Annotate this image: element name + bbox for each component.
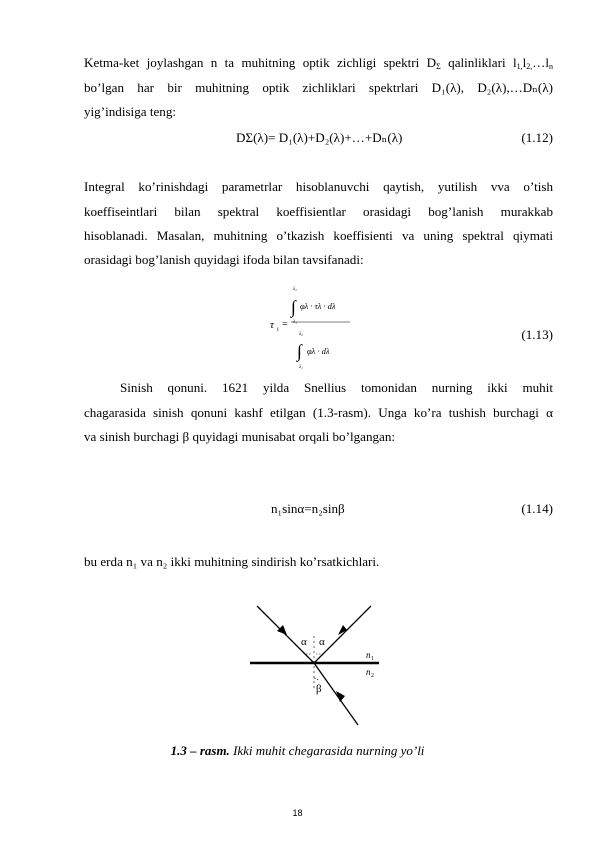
n2-label: n	[366, 667, 371, 677]
subscript: 2,	[526, 62, 533, 71]
n1-label: n	[366, 650, 371, 660]
figure-caption	[0, 743, 595, 759]
para2-line4: orasidagi bog’lanish quyidagi ifoda bilan tavsifanadi:	[84, 252, 364, 267]
upper-limit-num: λ₂	[293, 287, 297, 292]
lhs-tau: τ	[270, 319, 274, 331]
text-segment: Ketma-ket joylashgan n ta muhitning optik zichligi spektri D	[84, 55, 437, 70]
para2-line2: koeffiseintlari bilan spektral koeffisientlar orasidagi bog’lanish murakkab	[84, 204, 553, 219]
equation-number-1-12: (1.12)	[521, 130, 553, 145]
para1-line3: yig’indisiga teng:	[84, 104, 177, 119]
incident-arrow-icon	[277, 625, 287, 635]
equation-number-1-14: (1.14)	[521, 501, 553, 516]
page-number: 18	[292, 808, 303, 818]
para3-line2: chagarasida sinish qonuni kashf etilgan (1.3-rasm). Unga ko’ra tushish burchagi α	[84, 405, 553, 420]
integral-sign-num: ∫	[291, 297, 296, 317]
beta-arc	[314, 678, 319, 680]
incident-ray	[257, 606, 314, 663]
para2-line3: hisoblanadi. Masalan, muhitning o’tkazish koeffisienti va uning spektral qiymati	[84, 228, 553, 243]
caption-text: Ikki muhit chegarasida nurning yo’li	[229, 743, 425, 758]
text-segment: qalinliklari l	[440, 55, 517, 70]
refraction-diagram	[246, 598, 386, 730]
para2-line1: Integral ko’rinishdagi parametrlar hisoblanuvchi qaytish, yutilish vva o’tish	[84, 179, 553, 194]
n1-sub: 1	[371, 656, 374, 662]
beta-label: β	[316, 683, 322, 695]
n2-sub: 2	[371, 673, 374, 679]
subscript: 1,	[516, 62, 523, 71]
alpha-label-incident: α	[301, 636, 307, 648]
text-segment: l	[522, 55, 527, 70]
caption-label: 1.3 – rasm.	[170, 743, 230, 758]
para1-line2: bo’lgan har bir muhitning optik zichliklari spektrlari D₁(λ), D₂(λ),…Dₙ(λ)	[84, 80, 553, 95]
subscript: n	[548, 62, 553, 71]
para4: bu erda n₁ va n₂ ikki muhitning sindirish ko’rsatkichlari.	[84, 554, 380, 569]
subscript: Σ	[436, 62, 441, 71]
para3-line1: Sinish qonuni. 1621 yilda Snellius tomonidan nurning ikki muhit	[120, 380, 553, 395]
alpha-label-reflected: α	[319, 636, 325, 648]
lower-limit-den: λ₁	[299, 365, 303, 370]
upper-limit-den: λ₂	[299, 332, 303, 337]
text-segment: …l	[532, 55, 549, 70]
equation-1-12: DΣ(λ)= D₁(λ)+D₂(λ)+…+Dₙ(λ)	[236, 130, 403, 145]
equals-sign: =	[282, 319, 288, 330]
integral-sign-den: ∫	[297, 341, 302, 361]
para1-line1	[84, 55, 553, 75]
para3-line3: va sinish burchagi β quyidagi munisabat orqali bo’lgangan:	[84, 429, 396, 444]
equation-1-14: n₁sinα=n₂sinβ	[271, 501, 345, 516]
equation-1-13	[266, 283, 356, 373]
denominator: φλ · dλ	[307, 346, 330, 356]
lhs-sub: i	[277, 327, 279, 333]
reflected-arrow-icon	[338, 625, 347, 635]
numerator: φλ · τλ · dλ	[300, 301, 336, 311]
equation-number-1-13: (1.13)	[521, 327, 553, 342]
integral-formula	[266, 283, 356, 373]
refraction-figure	[246, 598, 386, 735]
lower-limit-num: λ₁	[293, 320, 297, 325]
reflected-ray	[314, 606, 371, 663]
